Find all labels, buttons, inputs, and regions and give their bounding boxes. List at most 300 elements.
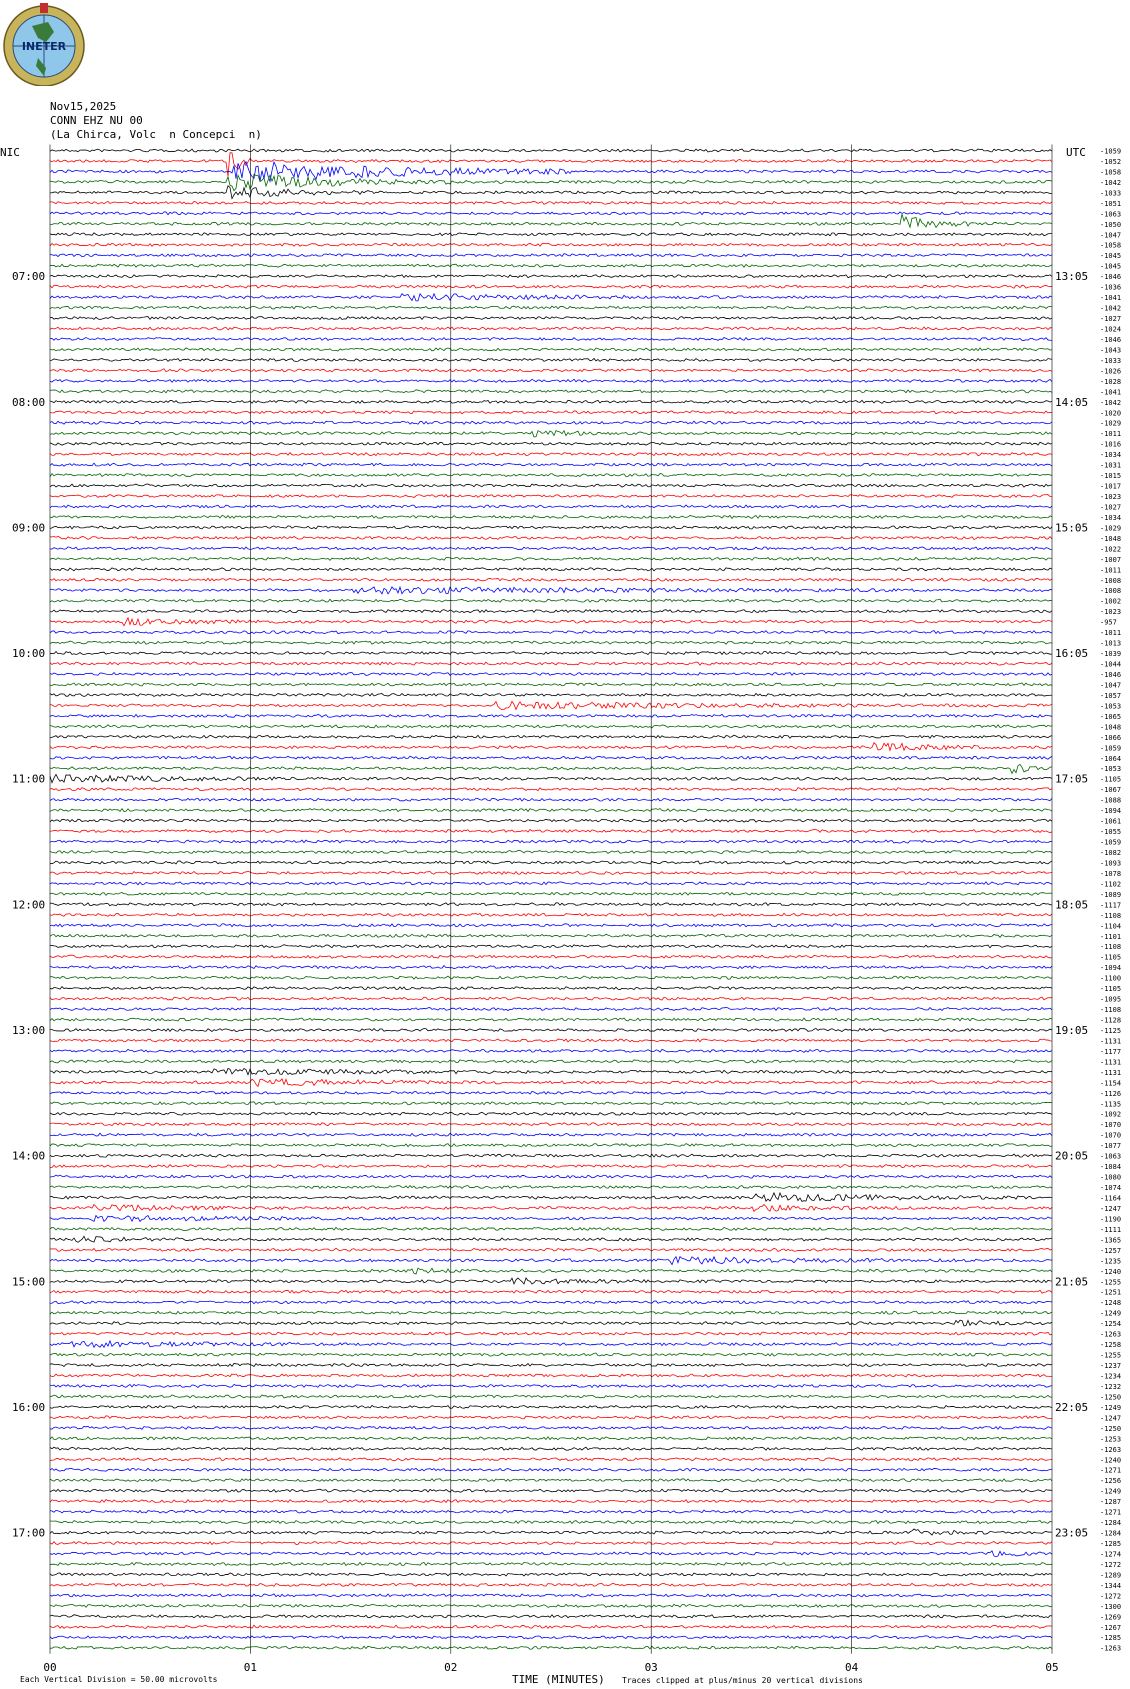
trace-offset-label: -1287	[1100, 1498, 1122, 1507]
trace-line	[50, 966, 1052, 969]
trace-line	[50, 149, 1052, 152]
trace-offset-label: -1237	[1100, 1362, 1122, 1371]
left-hour-label: 11:00	[12, 772, 46, 786]
trace-offset-label: -1080	[1100, 1173, 1122, 1182]
left-hour-label: 10:00	[12, 647, 46, 661]
trace-offset-label: -957	[1100, 618, 1117, 627]
trace-line	[50, 1468, 1052, 1471]
trace-offset-label: -1108	[1100, 911, 1122, 920]
trace-offset-label: -1066	[1100, 733, 1122, 742]
trace-offset-label: -1271	[1100, 1508, 1122, 1517]
clip-note: Traces clipped at plus/minus 20 vertical divisions	[622, 1676, 863, 1685]
trace-line	[50, 599, 1052, 602]
trace-offset-label: -1272	[1100, 1592, 1122, 1601]
trace-line	[50, 701, 1052, 709]
trace-line	[50, 1447, 1052, 1450]
trace-line	[50, 798, 1052, 801]
trace-offset-label: -1046	[1100, 273, 1122, 282]
trace-line	[50, 1332, 1052, 1335]
trace-line	[50, 1144, 1052, 1147]
trace-offset-label: -1164	[1100, 1194, 1122, 1203]
trace-offset-label: -1059	[1100, 147, 1122, 156]
trace-offset-label: -1135	[1100, 1100, 1122, 1109]
trace-offset-label: -1011	[1100, 430, 1122, 439]
left-timezone-label: NIC	[0, 146, 20, 159]
trace-offset-label: -1108	[1100, 1006, 1122, 1015]
trace-offset-label: -1031	[1100, 461, 1122, 470]
trace-line	[50, 495, 1052, 498]
trace-offset-label: -1061	[1100, 817, 1122, 826]
trace-line	[50, 201, 1052, 204]
trace-line	[50, 1437, 1052, 1440]
trace-offset-label: -1105	[1100, 775, 1122, 784]
trace-offset-label: -1285	[1100, 1540, 1122, 1549]
trace-offset-label: -1126	[1100, 1089, 1122, 1098]
left-hour-label: 08:00	[12, 395, 46, 409]
trace-offset-label: -1029	[1100, 419, 1122, 428]
left-hour-label: 13:00	[12, 1023, 46, 1037]
trace-line	[50, 285, 1052, 288]
trace-line	[50, 830, 1052, 833]
trace-line	[50, 652, 1052, 655]
trace-line	[50, 1290, 1052, 1293]
trace-line	[50, 1204, 1052, 1211]
trace-line	[50, 850, 1052, 853]
right-hour-label: 14:05	[1055, 395, 1089, 409]
trace-offset-label: -1117	[1100, 901, 1122, 910]
trace-line	[50, 1165, 1052, 1168]
trace-line	[50, 1049, 1052, 1052]
trace-line	[50, 1573, 1052, 1576]
trace-offset-label: -1300	[1100, 1602, 1122, 1611]
trace-offset-label: -1008	[1100, 576, 1122, 585]
trace-line	[50, 1133, 1052, 1136]
trace-line	[50, 214, 1052, 227]
trace-line	[50, 1363, 1052, 1366]
trace-line	[50, 294, 1052, 301]
trace-offset-label: -1263	[1100, 1445, 1122, 1454]
left-hour-label: 12:00	[12, 898, 46, 912]
trace-line	[50, 1604, 1052, 1607]
trace-offset-label: -1128	[1100, 1016, 1122, 1025]
trace-offset-label: -1365	[1100, 1236, 1122, 1245]
trace-offset-label: -1059	[1100, 838, 1122, 847]
trace-line	[50, 1068, 1052, 1074]
trace-line	[50, 693, 1052, 696]
trace-offset-label: -1074	[1100, 1184, 1122, 1193]
right-hour-label: 15:05	[1055, 521, 1089, 535]
trace-offset-label: -1065	[1100, 712, 1122, 721]
trace-offset-label: -1047	[1100, 231, 1122, 240]
trace-line	[50, 369, 1052, 372]
trace-line	[50, 1301, 1052, 1304]
trace-line	[50, 1374, 1052, 1377]
trace-line	[50, 264, 1052, 267]
trace-offset-label: -1093	[1100, 859, 1122, 868]
trace-offset-label: -1269	[1100, 1613, 1122, 1622]
trace-line	[50, 515, 1052, 518]
trace-line	[50, 1018, 1052, 1021]
trace-line	[50, 153, 1052, 176]
trace-offset-label: -1249	[1100, 1403, 1122, 1412]
trace-line	[50, 1215, 1052, 1221]
trace-line	[50, 924, 1052, 927]
trace-line	[50, 186, 1052, 199]
right-hour-label: 19:05	[1055, 1023, 1089, 1037]
trace-line	[50, 568, 1052, 571]
trace-offset-label: -1017	[1100, 482, 1122, 491]
trace-offset-label: -1272	[1100, 1560, 1122, 1569]
trace-offset-label: -1101	[1100, 932, 1122, 941]
trace-line	[50, 1278, 1052, 1284]
trace-line	[50, 1542, 1052, 1545]
trace-offset-label: -1042	[1100, 398, 1122, 407]
trace-line	[50, 1248, 1052, 1251]
trace-line	[50, 327, 1052, 330]
trace-offset-label: -1131	[1100, 1068, 1122, 1077]
right-hour-label: 16:05	[1055, 647, 1089, 661]
x-tick-label: 05	[1045, 1661, 1059, 1674]
trace-line	[50, 1594, 1052, 1597]
trace-line	[50, 1227, 1052, 1230]
trace-offset-label: -1028	[1100, 377, 1122, 386]
trace-offset-label: -1058	[1100, 241, 1122, 250]
trace-line	[50, 1426, 1052, 1429]
trace-offset-label: -1026	[1100, 367, 1122, 376]
trace-offset-label: -1247	[1100, 1414, 1122, 1423]
trace-line	[50, 819, 1052, 822]
trace-offset-label: -1077	[1100, 1142, 1122, 1151]
trace-offset-label: -1125	[1100, 1026, 1122, 1035]
trace-line	[50, 809, 1052, 812]
right-timezone-label: UTC	[1066, 146, 1086, 159]
trace-line	[50, 1186, 1052, 1189]
trace-offset-label: -1234	[1100, 1372, 1122, 1381]
ineter-logo	[2, 2, 86, 86]
right-hour-label: 21:05	[1055, 1275, 1089, 1289]
trace-line	[50, 735, 1052, 738]
trace-offset-label: -1041	[1100, 294, 1122, 303]
trace-offset-label: -1007	[1100, 555, 1122, 564]
right-hour-label: 20:05	[1055, 1149, 1089, 1163]
trace-offset-label: -1111	[1100, 1225, 1122, 1234]
trace-line	[50, 587, 1052, 594]
right-hour-label: 23:05	[1055, 1526, 1089, 1540]
trace-line	[50, 987, 1052, 990]
trace-offset-label: -1043	[1100, 346, 1122, 355]
trace-offset-label: -1059	[1100, 744, 1122, 753]
trace-offset-label: -1011	[1100, 629, 1122, 638]
trace-line	[50, 934, 1052, 937]
trace-line	[50, 578, 1052, 581]
header-date: Nov15,2025	[50, 100, 117, 113]
trace-offset-label: -1015	[1100, 472, 1122, 481]
trace-offset-label: -1095	[1100, 995, 1122, 1004]
trace-offset-label: -1255	[1100, 1351, 1122, 1360]
left-hour-label: 14:00	[12, 1149, 46, 1163]
trace-line	[50, 1039, 1052, 1042]
trace-line	[50, 725, 1052, 728]
trace-offset-labels	[1100, 148, 1121, 1653]
trace-line	[50, 547, 1052, 550]
trace-offset-label: -1258	[1100, 1341, 1122, 1350]
trace-line	[50, 1353, 1052, 1356]
trace-offset-label: -1053	[1100, 702, 1122, 711]
trace-offset-label: -1131	[1100, 1058, 1122, 1067]
trace-offset-label: -1055	[1100, 828, 1122, 837]
trace-line	[50, 903, 1052, 906]
trace-offset-label: -1042	[1100, 178, 1122, 187]
trace-line	[50, 453, 1052, 456]
right-hour-label: 17:05	[1055, 772, 1089, 786]
x-tick-label: 00	[43, 1661, 57, 1674]
trace-line	[50, 348, 1052, 351]
trace-line	[50, 662, 1052, 665]
trace-offset-label: -1084	[1100, 1163, 1122, 1172]
trace-offset-label: -1257	[1100, 1246, 1122, 1255]
trace-line	[50, 557, 1052, 560]
trace-offset-label: -1108	[1100, 943, 1122, 952]
left-hour-label: 07:00	[12, 270, 46, 284]
trace-line	[50, 275, 1052, 278]
trace-line	[50, 764, 1052, 773]
logo-icon	[2, 2, 86, 86]
trace-offset-label: -1271	[1100, 1466, 1122, 1475]
trace-line	[50, 254, 1052, 257]
trace-offset-label: -1250	[1100, 1393, 1122, 1402]
trace-offset-label: -1249	[1100, 1309, 1122, 1318]
trace-line	[50, 1551, 1052, 1557]
trace-offset-label: -1267	[1100, 1623, 1122, 1632]
x-tick-label: 04	[844, 1661, 859, 1674]
trace-line	[50, 421, 1052, 424]
trace-line	[50, 463, 1052, 466]
trace-offset-label: -1063	[1100, 210, 1122, 219]
trace-offset-label: -1154	[1100, 1079, 1122, 1088]
trace-line	[50, 431, 1052, 437]
trace-offset-label: -1016	[1100, 440, 1122, 449]
trace-line	[50, 1395, 1052, 1398]
trace-offset-label: -1088	[1100, 796, 1122, 805]
trace-offset-label: -1232	[1100, 1382, 1122, 1391]
left-hour-label: 09:00	[12, 521, 46, 535]
trace-offset-label: -1050	[1100, 220, 1122, 229]
trace-line	[50, 379, 1052, 382]
trace-line	[50, 526, 1052, 529]
trace-offset-label: -1284	[1100, 1519, 1122, 1528]
trace-offset-label: -1024	[1100, 325, 1122, 334]
trace-offset-label: -1033	[1100, 189, 1122, 198]
trace-offset-label: -1047	[1100, 681, 1122, 690]
trace-line	[50, 1500, 1052, 1503]
trace-line	[50, 976, 1052, 979]
trace-line	[50, 1615, 1052, 1618]
trace-offset-label: -1064	[1100, 754, 1122, 763]
trace-offset-label: -1092	[1100, 1110, 1122, 1119]
trace-offset-label: -1240	[1100, 1267, 1122, 1276]
trace-line	[50, 882, 1052, 885]
trace-offset-label: -1058	[1100, 168, 1122, 177]
trace-offset-label: -1044	[1100, 660, 1122, 669]
trace-offset-label: -1263	[1100, 1644, 1122, 1653]
trace-line	[50, 1583, 1052, 1586]
trace-offset-label: -1263	[1100, 1330, 1122, 1339]
trace-line	[50, 1154, 1052, 1157]
trace-line	[50, 1405, 1052, 1408]
trace-line	[50, 1636, 1052, 1639]
trace-line	[50, 618, 1052, 626]
trace-offset-label: -1248	[1100, 1299, 1122, 1308]
trace-line	[50, 1257, 1052, 1265]
trace-offset-label: -1255	[1100, 1278, 1122, 1287]
trace-line	[50, 1510, 1052, 1513]
trace-offset-label: -1102	[1100, 880, 1122, 889]
trace-line	[50, 233, 1052, 236]
trace-line	[50, 641, 1052, 644]
trace-offset-label: -1041	[1100, 388, 1122, 397]
x-tick-label: 01	[243, 1661, 258, 1674]
trace-offset-label: -1094	[1100, 807, 1122, 816]
trace-offset-label: -1046	[1100, 335, 1122, 344]
trace-line	[50, 673, 1052, 676]
trace-offset-label: -1008	[1100, 587, 1122, 596]
trace-offset-label: -1078	[1100, 869, 1122, 878]
trace-offset-label: -1027	[1100, 503, 1122, 512]
trace-offset-label: -1036	[1100, 283, 1122, 292]
trace-offset-label: -1284	[1100, 1529, 1122, 1538]
trace-line	[50, 997, 1052, 1000]
trace-line	[50, 774, 1052, 782]
trace-offset-label: -1034	[1100, 451, 1122, 460]
trace-offset-label: -1033	[1100, 356, 1122, 365]
trace-line	[50, 1458, 1052, 1461]
trace-offset-label: -1250	[1100, 1424, 1122, 1433]
trace-line	[50, 861, 1052, 864]
trace-line	[50, 338, 1052, 341]
trace-line	[50, 714, 1052, 717]
trace-offset-label: -1023	[1100, 493, 1122, 502]
left-hour-label: 16:00	[12, 1400, 46, 1414]
trace-line	[50, 400, 1052, 403]
right-hour-label: 22:05	[1055, 1400, 1089, 1414]
trace-line	[50, 945, 1052, 948]
trace-offset-label: -1274	[1100, 1550, 1122, 1559]
scale-note: Each Vertical Division = 50.00 microvolts	[20, 1675, 218, 1684]
trace-offset-label: -1253	[1100, 1435, 1122, 1444]
trace-offset-label: -1052	[1100, 157, 1122, 166]
trace-offset-label: -1002	[1100, 597, 1122, 606]
trace-offset-label: -1048	[1100, 723, 1122, 732]
trace-line	[50, 390, 1052, 393]
trace-offset-label: -1046	[1100, 671, 1122, 679]
trace-line	[50, 955, 1052, 958]
trace-offset-label: -1051	[1100, 199, 1122, 208]
trace-line	[50, 162, 1052, 182]
header-location: (La Chirca, Volc n Concepci n)	[50, 128, 262, 141]
trace-line	[50, 1236, 1052, 1242]
trace-line	[50, 631, 1052, 634]
trace-line	[50, 610, 1052, 613]
trace-offset-label: -1045	[1100, 252, 1122, 261]
trace-line	[50, 913, 1052, 916]
right-time-labels	[1055, 270, 1088, 1539]
header-station: CONN EHZ NU 00	[50, 114, 143, 127]
trace-line	[50, 317, 1052, 320]
trace-offset-label: -1067	[1100, 786, 1122, 795]
trace-line	[50, 474, 1052, 477]
trace-line	[50, 1079, 1052, 1087]
trace-offset-label: -1190	[1100, 1215, 1122, 1224]
trace-offset-label: -1105	[1100, 953, 1122, 962]
right-hour-label: 13:05	[1055, 270, 1089, 284]
trace-offset-label: -1247	[1100, 1204, 1122, 1213]
x-tick-label: 03	[644, 1661, 658, 1674]
x-tick-label: 02	[444, 1661, 458, 1674]
trace-offset-label: -1289	[1100, 1571, 1122, 1580]
trace-offset-label: -1057	[1100, 691, 1122, 700]
trace-offset-label: -1100	[1100, 974, 1122, 983]
left-time-labels	[12, 270, 45, 1539]
trace-offset-label: -1254	[1100, 1320, 1122, 1329]
trace-offset-label: -1011	[1100, 566, 1122, 575]
trace-offset-label: -1022	[1100, 545, 1122, 554]
left-hour-label: 17:00	[12, 1526, 46, 1540]
trace-line	[50, 306, 1052, 309]
trace-offset-label: -1131	[1100, 1037, 1122, 1046]
x-axis-title: TIME (MINUTES)	[512, 1673, 605, 1686]
trace-line	[50, 484, 1052, 487]
trace-offset-label: -1235	[1100, 1257, 1122, 1266]
trace-line	[50, 505, 1052, 508]
trace-offset-label: -1082	[1100, 848, 1122, 857]
logo-text: INETER	[21, 40, 67, 53]
trace-offset-label: -1104	[1100, 922, 1122, 931]
left-hour-label: 15:00	[12, 1275, 46, 1289]
trace-offset-label: -1053	[1100, 765, 1122, 774]
trace-offset-label: -1256	[1100, 1477, 1122, 1486]
trace-offset-label: -1045	[1100, 262, 1122, 271]
trace-line	[50, 1625, 1052, 1628]
trace-line	[50, 1646, 1052, 1649]
trace-line	[50, 536, 1052, 539]
trace-offset-label: -1023	[1100, 608, 1122, 617]
trace-line	[50, 1416, 1052, 1419]
trace-line	[50, 1320, 1052, 1326]
trace-offset-label: -1285	[1100, 1634, 1122, 1643]
trace-line	[50, 1175, 1052, 1178]
trace-offset-label: -1042	[1100, 304, 1122, 313]
trace-offset-label: -1048	[1100, 534, 1122, 543]
trace-line	[50, 1384, 1052, 1387]
trace-line	[50, 1123, 1052, 1126]
trace-offset-label: -1063	[1100, 1152, 1122, 1161]
trace-line	[50, 243, 1052, 246]
trace-line	[50, 1489, 1052, 1492]
trace-line	[50, 1008, 1052, 1011]
trace-offset-label: -1089	[1100, 890, 1122, 899]
trace-offset-label: -1177	[1100, 1047, 1122, 1056]
trace-line	[50, 1521, 1052, 1524]
trace-line	[50, 1112, 1052, 1115]
trace-offset-label: -1344	[1100, 1581, 1122, 1590]
trace-line	[50, 840, 1052, 843]
trace-line	[50, 1060, 1052, 1063]
right-hour-label: 18:05	[1055, 898, 1089, 912]
trace-offset-label: -1029	[1100, 524, 1122, 533]
trace-offset-label: -1094	[1100, 964, 1122, 973]
trace-line	[50, 1562, 1052, 1565]
trace-line	[50, 174, 1052, 190]
